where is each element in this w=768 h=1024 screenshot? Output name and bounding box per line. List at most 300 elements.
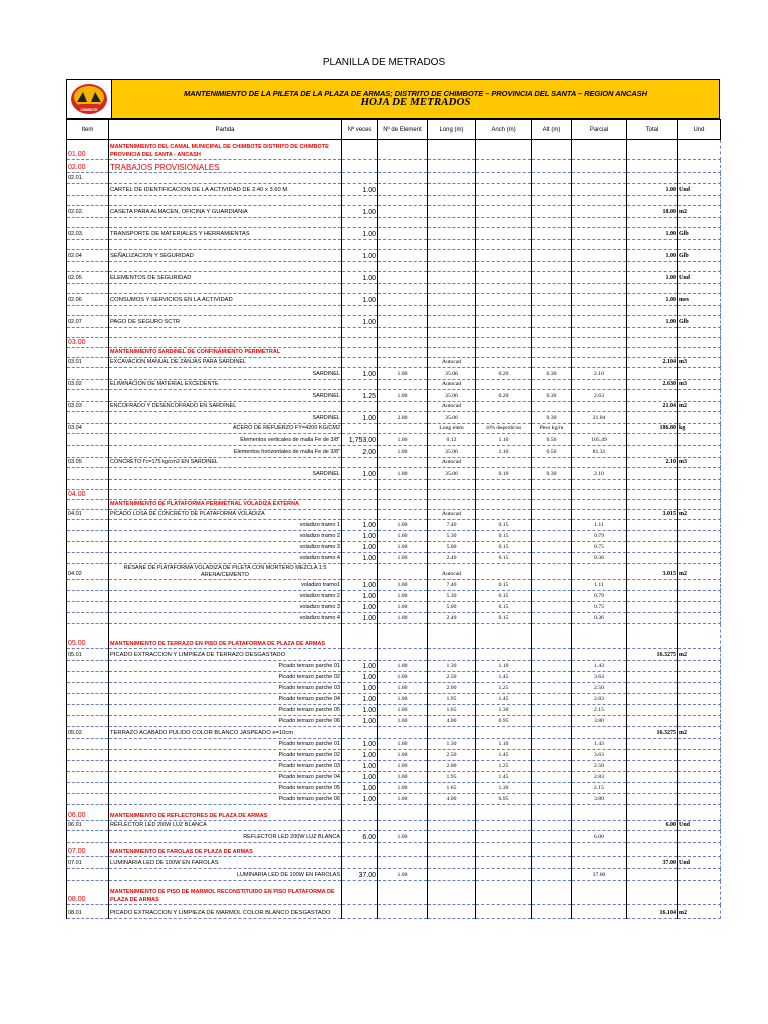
cell-und: m3 [678,358,721,368]
cell-partida [109,240,342,250]
cell-alt [532,358,572,368]
table-row [67,500,721,510]
cell-alt [532,739,572,750]
cell-veces [342,338,378,348]
cell-alt [532,727,572,739]
cell-partida: CONSUMOS Y SERVICIOS EN LA ACTIVIDAD [109,294,342,306]
cell-anch [476,184,532,196]
cell-long [428,480,476,490]
cell-partida [109,173,342,184]
cell-long [428,328,476,338]
cell-partida: Picado terrazo parche 03 [109,683,342,694]
cell-long [428,624,476,649]
cell-und [678,591,721,602]
cell-und [678,805,721,821]
cell-total [627,761,678,772]
table-row [67,468,721,480]
cell-veces [342,857,378,869]
cell-anch: 1.25 [476,683,532,694]
cell-long [428,500,476,510]
cell-parcial: 21.04 [572,412,627,424]
cell-long: 2.00 [428,683,476,694]
cell-veces: 1.00 [342,705,378,716]
cell-long: 5.00 [428,602,476,613]
cell-parcial [572,196,627,206]
cell-long [428,338,476,348]
cell-partida: CARTEL DE IDENTIFICACION DE LA ACTIVIDAD DE 2.40 x 3.60 M. [109,184,342,196]
cell-total [627,624,678,649]
cell-anch: 1.45 [476,694,532,705]
cell-item [67,613,109,624]
cell-elem: 1.00 [378,434,428,446]
cell-long: 2.40 [428,613,476,624]
cell-anch [476,869,532,881]
cell-elem [378,380,428,390]
cell-und: kg [678,424,721,434]
cell-total: 1.00 [627,228,678,240]
cell-alt: 0.30 [532,412,572,424]
cell-item: 03.04 [67,424,109,434]
cell-long [428,272,476,284]
cell-alt [532,794,572,805]
cell-alt [532,294,572,306]
cell-parcial [572,160,627,173]
cell-alt [532,580,572,591]
metrados-body [67,140,721,919]
cell-elem [378,348,428,358]
table-row [67,683,721,694]
cell-total [627,531,678,542]
cell-total: 186.80 [627,424,678,434]
cell-alt [532,480,572,490]
logo-cell [67,80,112,118]
cell-alt [532,602,572,613]
cell-elem: 1.00 [378,520,428,531]
cell-partida: MANTENIMIENTO DE REFLECTORES DE PLAZA DE ARMAS [109,805,342,821]
cell-alt [532,316,572,328]
cell-veces: 1.00 [342,591,378,602]
table-row [67,843,721,857]
cell-total: 1.00 [627,316,678,328]
cell-alt [532,306,572,316]
cell-partida: Picado terrazo parche 04 [109,772,342,783]
cell-item [67,694,109,705]
cell-total: 1.00 [627,294,678,306]
cell-veces: 1.25 [342,390,378,402]
cell-veces [342,140,378,160]
cell-veces: 1.00 [342,542,378,553]
cell-anch [476,328,532,338]
col-elementos: Nº de Element [378,120,428,140]
cell-elem [378,250,428,262]
cell-total: 6.00 [627,821,678,831]
table-row [67,250,721,262]
cell-total [627,772,678,783]
table-row [67,328,721,338]
table-row [67,727,721,739]
cell-anch [476,262,532,272]
cell-anch [476,173,532,184]
cell-total [627,553,678,564]
cell-anch [476,284,532,294]
cell-total [627,805,678,821]
cell-anch [476,881,532,905]
cell-veces: 1.00 [342,613,378,624]
cell-total [627,794,678,805]
cell-parcial [572,402,627,412]
cell-partida: CASETA PARA ALMACEN, OFICINA Y GUARDIANIA [109,206,342,218]
cell-parcial: 6.00 [572,831,627,843]
cell-elem: 1.00 [378,468,428,480]
cell-parcial: 0.36 [572,553,627,564]
cell-item [67,869,109,881]
table-row [67,240,721,250]
cell-item [67,446,109,458]
cell-long [428,490,476,500]
cell-partida: Picado terrazo parche 02 [109,750,342,761]
cell-total [627,262,678,272]
table-row [67,480,721,490]
cell-long [428,881,476,905]
cell-item [67,739,109,750]
cell-anch [476,358,532,368]
cell-parcial [572,272,627,284]
cell-long: 5.00 [428,542,476,553]
cell-item: 03.05 [67,458,109,468]
cell-elem [378,857,428,869]
cell-long [428,831,476,843]
cell-alt [532,184,572,196]
cell-elem [378,316,428,328]
cell-veces: 1.00 [342,661,378,672]
cell-partida: RESANE DE PLATAFORMA VOLADIZA DE PILETA CON MORTERO MEZCLA 1:5 ARENA/CEMENTO [109,564,342,580]
cell-total [627,196,678,206]
cell-item [67,412,109,424]
table-row [67,458,721,468]
cell-und [678,480,721,490]
cell-und: m2 [678,206,721,218]
cell-total [627,240,678,250]
cell-anch: 0.15 [476,613,532,624]
cell-parcial [572,857,627,869]
cell-parcial: 2.50 [572,761,627,772]
cell-long [428,184,476,196]
cell-partida [109,306,342,316]
cell-veces [342,480,378,490]
cell-veces: 1.00 [342,294,378,306]
cell-parcial [572,649,627,661]
cell-elem [378,272,428,284]
cell-elem [378,649,428,661]
cell-und [678,869,721,881]
cell-parcial [572,184,627,196]
cell-item [67,831,109,843]
cell-alt [532,553,572,564]
table-row [67,338,721,348]
cell-anch [476,649,532,661]
cell-elem: 1.00 [378,772,428,783]
cell-total [627,160,678,173]
cell-item: 02.00 [67,160,109,173]
cell-und [678,284,721,294]
cell-long [428,206,476,218]
cell-elem [378,284,428,294]
cell-parcial [572,173,627,184]
col-partida: Partida [109,120,342,140]
cell-parcial: 2.63 [572,390,627,402]
cell-long: 1.30 [428,739,476,750]
cell-und [678,328,721,338]
cell-item: 06.01 [67,821,109,831]
cell-elem [378,564,428,580]
cell-long: 35.06 [428,390,476,402]
table-row [67,542,721,553]
cell-parcial [572,262,627,272]
cell-und [678,262,721,272]
cell-und [678,794,721,805]
cell-long [428,140,476,160]
cell-item [67,761,109,772]
cell-item [67,772,109,783]
cell-und: Und [678,184,721,196]
cell-item [67,306,109,316]
cell-item: 02.02. [67,206,109,218]
cell-anch [476,294,532,306]
cell-long: 0.12 [428,434,476,446]
cell-parcial [572,338,627,348]
cell-long: Autocad [428,402,476,412]
table-row [67,553,721,564]
col-anch: Anch (m) [476,120,532,140]
cell-elem [378,881,428,905]
cell-elem [378,490,428,500]
cell-alt [532,262,572,272]
cell-partida [109,196,342,206]
cell-total: 1.00 [627,272,678,284]
cell-parcial [572,284,627,294]
cell-long [428,284,476,294]
cell-veces: 37.00 [342,869,378,881]
cell-total [627,881,678,905]
cell-anch: 1.30 [476,783,532,794]
cell-total: 1.00 [627,250,678,262]
cell-item [67,468,109,480]
cell-total [627,480,678,490]
cell-elem: 1.00 [378,750,428,761]
cell-item: 05.00 [67,624,109,649]
cell-alt [532,206,572,218]
cell-parcial [572,250,627,262]
table-row [67,672,721,683]
cell-und [678,661,721,672]
cell-und [678,338,721,348]
cell-elem [378,843,428,857]
cell-parcial [572,316,627,328]
cell-partida: MANTENIMIENTO DE PISO DE MARMOL RECONSTITUIDO EN PISO PLATAFORMA DE PLAZA DE ARMAS [109,881,342,905]
table-row [67,402,721,412]
cell-veces: 1.00 [342,794,378,805]
cell-und: Glb [678,250,721,262]
cell-parcial [572,821,627,831]
cell-long [428,196,476,206]
table-row [67,446,721,458]
cell-total [627,348,678,358]
cell-total [627,542,678,553]
cell-partida: Picado terrazo parche 06 [109,716,342,727]
cell-long: 35.06 [428,468,476,480]
cell-veces [342,328,378,338]
cell-und [678,140,721,160]
cell-partida [109,218,342,228]
table-row [67,613,721,624]
cell-total [627,580,678,591]
table-row [67,580,721,591]
table-row [67,368,721,380]
cell-und [678,843,721,857]
cell-item: 02.03. [67,228,109,240]
cell-veces [342,843,378,857]
cell-und [678,613,721,624]
cell-und [678,196,721,206]
cell-long: 7.40 [428,520,476,531]
cell-anch: 0.20 [476,368,532,380]
cell-total [627,705,678,716]
cell-partida: Picado terrazo parche 05 [109,705,342,716]
cell-alt [532,218,572,228]
cell-total: 21.04 [627,402,678,412]
cell-und [678,368,721,380]
cell-veces [342,424,378,434]
cell-anch: 10% desperdicios [476,424,532,434]
cell-partida: LUMINARIA LED DE 100W EN FAROLAS [109,857,342,869]
cell-anch [476,402,532,412]
cell-und [678,218,721,228]
cell-alt [532,881,572,905]
cell-partida: MANTENIMIENTO DE FAROLAS DE PLAZA DE ARMAS [109,843,342,857]
cell-parcial [572,218,627,228]
cell-veces: 1.00 [342,553,378,564]
cell-veces: 1.00 [342,672,378,683]
cell-partida: PICADO LOSA DE CONCRETO DE PLATAFORMA VOLADIZA [109,510,342,520]
cell-alt [532,843,572,857]
cell-long [428,649,476,661]
cell-item [67,348,109,358]
cell-veces: 1.00 [342,250,378,262]
cell-long [428,843,476,857]
cell-und [678,468,721,480]
cell-anch: 1.10 [476,446,532,458]
cell-anch [476,250,532,262]
cell-partida: Picado terrazo parche 04 [109,694,342,705]
cell-anch [476,338,532,348]
cell-veces [342,284,378,294]
cell-total [627,368,678,380]
cell-long [428,240,476,250]
cell-parcial: 81.31 [572,446,627,458]
cell-partida: voladizo tramo 4 [109,553,342,564]
cell-elem [378,424,428,434]
cell-long [428,173,476,184]
cell-alt [532,348,572,358]
table-row [67,649,721,661]
cell-anch [476,240,532,250]
cell-total [627,140,678,160]
cell-total [627,520,678,531]
cell-long [428,869,476,881]
cell-partida: PAGO DE SEGURO SCTR [109,316,342,328]
cell-item: 03.01 [67,358,109,368]
cell-und [678,672,721,683]
cell-alt [532,338,572,348]
cell-long [428,306,476,316]
cell-alt [532,750,572,761]
cell-anch [476,857,532,869]
col-veces: Nº veces [342,120,378,140]
cell-item: 02.05 [67,272,109,284]
cell-elem: 1.00 [378,368,428,380]
cell-anch [476,510,532,520]
cell-elem: 1.00 [378,602,428,613]
cell-veces: 1.00 [342,272,378,284]
cell-veces [342,358,378,368]
cell-long: 1.30 [428,661,476,672]
cell-elem [378,294,428,306]
cell-veces: 1.00 [342,520,378,531]
cell-veces: 1.00 [342,750,378,761]
cell-item: 07.01 [67,857,109,869]
cell-long [428,250,476,262]
cell-veces: 1.00 [342,531,378,542]
cell-veces: 1.00 [342,468,378,480]
cell-long: 35.06 [428,446,476,458]
cell-und [678,694,721,705]
cell-partida: MANTENIMIENTO SARDINEL DE CONFINAMIENTO PERIMETRAL [109,348,342,358]
cell-anch [476,348,532,358]
cell-und: Glb [678,228,721,240]
cell-partida: voladizo tramo 3 [109,602,342,613]
cell-elem: 1.00 [378,761,428,772]
cell-item [67,520,109,531]
cell-elem [378,328,428,338]
cell-veces: 1.00 [342,694,378,705]
table-row [67,306,721,316]
cell-partida: MANTENIMIENTO DEL CAMAL MUNICIPAL DE CHIMBOTE DISTRITO DE CHIMBOTE PROVINCIA DEL SANTA - ANCASH [109,140,342,160]
cell-elem: 1.00 [378,783,428,794]
cell-item [67,500,109,510]
cell-anch [476,196,532,206]
cell-alt: 0.56 [532,434,572,446]
cell-veces: 1.00 [342,716,378,727]
table-row [67,412,721,424]
cell-item [67,672,109,683]
cell-total: 2.10 [627,458,678,468]
cell-parcial: 0.36 [572,613,627,624]
cell-long [428,805,476,821]
cell-item: 04.00 [67,490,109,500]
cell-veces [342,160,378,173]
cell-und: Und [678,821,721,831]
cell-alt [532,140,572,160]
cell-partida: SARDINEL [109,368,342,380]
cell-parcial: 3.63 [572,672,627,683]
cell-partida [109,328,342,338]
cell-total [627,338,678,348]
cell-veces: 1.00 [342,739,378,750]
table-row [67,140,721,160]
cell-partida: PICADO EXTRACCION Y LIMPIEZA DE MARMOL COLOR BLANCO DESGASTADO [109,905,342,919]
cell-anch [476,490,532,500]
cell-veces [342,218,378,228]
